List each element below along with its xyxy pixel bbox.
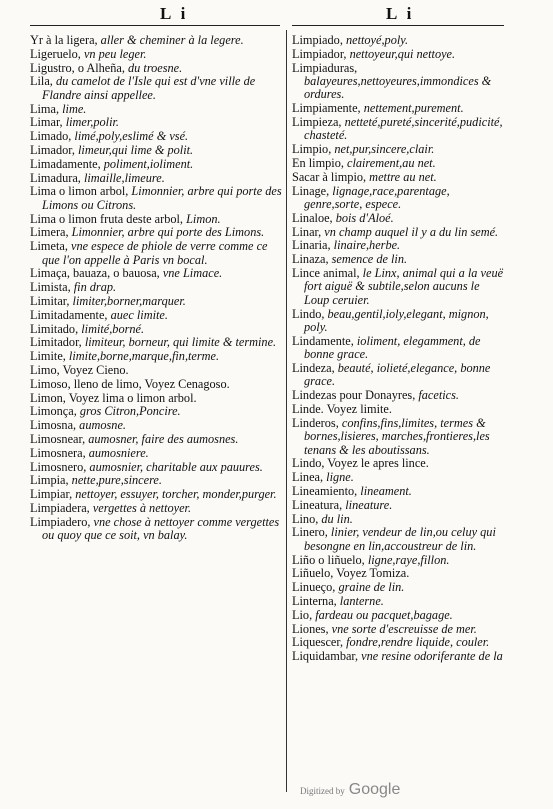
entry-translation: limite,borne,marque,fin,terme. bbox=[65, 349, 220, 364]
dictionary-entry bbox=[292, 581, 504, 594]
dictionary-entry bbox=[30, 116, 282, 129]
entry-translation: limiter,borner,marquer. bbox=[69, 293, 186, 308]
entry-headword: Sacar à limpio, bbox=[292, 169, 367, 184]
dictionary-entry bbox=[292, 212, 504, 225]
entry-translation: mettre au net. bbox=[366, 169, 437, 184]
dictionary-entry bbox=[30, 419, 282, 432]
entry-translation: fin drap. bbox=[70, 280, 117, 295]
dictionary-entry bbox=[30, 130, 282, 143]
dictionary-entry bbox=[30, 62, 282, 75]
entry-headword: Liones, bbox=[292, 621, 329, 636]
dictionary-entry bbox=[292, 623, 504, 636]
entry-translation: linaire,herbe. bbox=[330, 238, 401, 253]
entry-translation: vne espece de phiole de verre comme ce que l'on appelle à Paris vn bocal. bbox=[42, 239, 268, 267]
entry-headword: Limosna, bbox=[30, 418, 77, 433]
entry-translation: beau,gentil,ioly,elegant, mignon, poly. bbox=[304, 306, 489, 334]
dictionary-entry bbox=[292, 650, 504, 663]
entry-headword: Linero, bbox=[292, 525, 328, 540]
entry-headword: Lineamiento, bbox=[292, 484, 358, 498]
digitized-footer bbox=[300, 781, 400, 799]
dictionary-entry bbox=[292, 62, 504, 102]
dictionary-entry bbox=[292, 239, 504, 252]
dictionary-entry bbox=[30, 474, 282, 487]
entry-headword: Liñuelo, Voyez Tomiza. bbox=[292, 566, 410, 581]
dictionary-entry bbox=[30, 267, 282, 280]
dictionary-entry bbox=[30, 461, 282, 474]
entry-translation: lineament. bbox=[357, 484, 412, 498]
entry-headword: Limpieza, bbox=[292, 115, 342, 129]
entry-headword: Linterna, bbox=[292, 593, 337, 608]
entry-headword: Limoso, lleno de limo, Voyez Cenagoso. bbox=[30, 376, 230, 391]
dictionary-entry bbox=[292, 499, 504, 512]
entry-translation: vne chose à nettoyer comme vergettes ou quoy que ce soit, vn balay. bbox=[42, 514, 280, 543]
entry-headword: Limpiar, bbox=[30, 487, 73, 502]
column-divider bbox=[286, 30, 287, 792]
entry-headword: Lio, bbox=[292, 607, 313, 622]
entry-headword: Limpiadero, bbox=[30, 514, 91, 529]
entry-translation: limiteur, borneur, qui limite & termine. bbox=[81, 335, 277, 350]
entry-headword: Lindezas pour Donayres, bbox=[292, 388, 416, 403]
entry-translation: auec limite. bbox=[107, 307, 168, 322]
entry-headword: Limite, bbox=[30, 349, 66, 364]
entry-headword: Limosnear, bbox=[30, 431, 86, 446]
dictionary-entry bbox=[292, 403, 504, 416]
entry-headword: Ligustro, o Alheña, bbox=[30, 60, 125, 75]
dictionary-entry bbox=[30, 447, 282, 460]
dictionary-entry bbox=[30, 488, 282, 501]
dictionary-entry bbox=[30, 295, 282, 308]
dictionary-entry bbox=[292, 335, 504, 362]
entry-translation: vne sorte d'escreuisse de mer. bbox=[328, 621, 477, 636]
entry-translation: nette,pure,sincere. bbox=[68, 473, 162, 488]
entry-translation: du camelot de l'Isle qui est d'vne ville de Flandre ainsi appellee. bbox=[42, 74, 256, 102]
entry-translation: ligne. bbox=[323, 470, 354, 485]
entry-translation: vn peu leger. bbox=[80, 46, 147, 61]
entry-translation: aumosne. bbox=[76, 418, 126, 433]
dictionary-entry bbox=[30, 281, 282, 294]
right-running-head: L i bbox=[386, 4, 415, 23]
dictionary-entry bbox=[30, 158, 282, 171]
dictionary-entry bbox=[30, 213, 282, 226]
dictionary-entry bbox=[30, 309, 282, 322]
entry-headword: Lineatura, bbox=[292, 497, 343, 512]
left-column bbox=[30, 34, 282, 543]
entry-translation: ioliment, elegamment, de bonne grace. bbox=[304, 333, 481, 362]
entry-headword: Linaloe, bbox=[292, 210, 333, 225]
entry-translation: nettoyeur,qui nettoye. bbox=[346, 46, 456, 61]
dictionary-entry bbox=[30, 144, 282, 157]
entry-translation: le Linx, animal qui a la veuë fort aiguë & subtile,selon aucuns le Loup ceruier. bbox=[304, 265, 504, 307]
digitized-text: Digitized by bbox=[300, 786, 345, 796]
entry-headword: Limosnero, bbox=[30, 459, 87, 474]
entry-translation: fondre,rendre liquide, couler. bbox=[343, 635, 490, 650]
entry-headword: Limadura, bbox=[30, 170, 81, 185]
entry-translation: lignage,race,parentage, genre,sorte, espece. bbox=[304, 183, 450, 211]
entry-headword: Lindamente, bbox=[292, 333, 354, 348]
entry-translation: semence de lin. bbox=[328, 252, 408, 267]
entry-translation: aumosnier, charitable aux pauures. bbox=[86, 459, 263, 474]
entry-headword: Linueço, bbox=[292, 580, 336, 595]
entry-translation: linier, vendeur de lin,ou celuy qui besongne en lin,accoustreur de lin. bbox=[304, 525, 496, 553]
entry-headword: Limaça, bauaza, o bauosa, bbox=[30, 266, 160, 281]
entry-headword: Limpiado, bbox=[292, 33, 343, 47]
dictionary-entry bbox=[292, 185, 504, 212]
dictionary-entry bbox=[30, 502, 282, 515]
dictionary-entry bbox=[292, 595, 504, 608]
entry-headword: Limpiadera, bbox=[30, 500, 90, 515]
entry-translation: beauté, iolieté,elegance, bonne grace. bbox=[304, 361, 491, 389]
dictionary-entry bbox=[292, 485, 504, 498]
entry-headword: Lino, bbox=[292, 511, 319, 526]
entry-translation: vn champ auquel il y a du lin semé. bbox=[321, 224, 499, 239]
dictionary-entry bbox=[292, 308, 504, 335]
dictionary-entry bbox=[292, 226, 504, 239]
entry-translation: limé,poly,eslimé & vsé. bbox=[71, 129, 189, 144]
entry-headword: Liño o liñuelo, bbox=[292, 552, 365, 567]
dictionary-entry bbox=[292, 34, 504, 47]
entry-translation: limaille,limeure. bbox=[80, 170, 165, 185]
entry-translation: balayeures,nettoyeures,immondices & ordures. bbox=[304, 74, 492, 102]
entry-headword: Limpiamente, bbox=[292, 101, 361, 116]
entry-headword: Limo, Voyez Cieno. bbox=[30, 362, 129, 377]
dictionary-entry bbox=[30, 185, 282, 212]
entry-headword: Linde. Voyez limite. bbox=[292, 402, 392, 416]
entry-translation: graine de lin. bbox=[335, 580, 405, 595]
dictionary-entry bbox=[292, 157, 504, 170]
entry-headword: Linea, bbox=[292, 470, 324, 485]
entry-translation: facetics. bbox=[415, 388, 459, 403]
dictionary-entry bbox=[30, 34, 282, 47]
left-running-head: L i bbox=[160, 4, 189, 23]
entry-headword: Limitador, bbox=[30, 335, 82, 350]
dictionary-entry bbox=[30, 75, 282, 102]
dictionary-entry bbox=[292, 457, 504, 470]
entry-headword: Linar, bbox=[292, 224, 322, 239]
dictionary-entry bbox=[30, 240, 282, 267]
entry-headword: Limonça, bbox=[30, 404, 77, 419]
entry-translation: net,pur,sincere,clair. bbox=[331, 142, 435, 157]
entry-headword: Limista, bbox=[30, 280, 71, 295]
dictionary-entry bbox=[292, 267, 504, 307]
dictionary-entry bbox=[292, 636, 504, 649]
entry-translation: aumosner, faire des aumosnes. bbox=[85, 431, 239, 446]
dictionary-entry bbox=[30, 323, 282, 336]
dictionary-entry bbox=[292, 417, 504, 457]
dictionary-entry bbox=[292, 526, 504, 553]
entry-translation: aumosniere. bbox=[85, 445, 149, 460]
entry-headword: Limitadamente, bbox=[30, 307, 108, 322]
entry-translation: vergettes à nettoyer. bbox=[89, 500, 192, 515]
entry-translation: nettoyer, essuyer, torcher, monder,purger. bbox=[72, 487, 277, 502]
entry-translation: aller & cheminer à la legere. bbox=[97, 33, 244, 47]
dictionary-entry bbox=[292, 253, 504, 266]
entry-translation: limité,borné. bbox=[78, 321, 145, 336]
dictionary-entry bbox=[292, 389, 504, 402]
dictionary-entry bbox=[292, 48, 504, 61]
entry-translation: nettoyé,poly. bbox=[342, 33, 409, 47]
entry-translation: lineature. bbox=[342, 497, 393, 512]
entry-headword: Limadamente, bbox=[30, 156, 101, 171]
entry-headword: Limado, bbox=[30, 129, 72, 144]
entry-translation: ligne,raye,fillon. bbox=[364, 552, 450, 567]
dictionary-entry bbox=[30, 405, 282, 418]
dictionary-entry bbox=[30, 364, 282, 377]
entry-headword: Limitado, bbox=[30, 321, 79, 336]
entry-headword: Limpia, bbox=[30, 473, 69, 488]
entry-translation: clairement,au net. bbox=[343, 156, 436, 170]
dictionary-entry bbox=[30, 48, 282, 61]
entry-headword: Limeta, bbox=[30, 239, 68, 254]
entry-translation: vne Limace. bbox=[159, 266, 223, 281]
entry-headword: Limera, bbox=[30, 225, 69, 240]
entry-headword: Limpiaduras, bbox=[292, 60, 358, 75]
dictionary-entry bbox=[292, 554, 504, 567]
dictionary-entry bbox=[30, 516, 282, 543]
right-header-rule bbox=[292, 25, 504, 26]
entry-headword: Lima o limon arbol, bbox=[30, 184, 129, 199]
entry-headword: Lila, bbox=[30, 74, 53, 89]
entry-translation: Limonnier, arbre qui porte des Limons. bbox=[68, 225, 265, 240]
entry-headword: Linage, bbox=[292, 183, 330, 198]
entry-headword: Limosnera, bbox=[30, 445, 86, 460]
entry-headword: Lindo, bbox=[292, 306, 325, 321]
entry-translation: fardeau ou pacquet,bagage. bbox=[312, 607, 453, 622]
dictionary-entry bbox=[30, 378, 282, 391]
left-header-rule bbox=[30, 25, 280, 26]
entry-translation: lanterne. bbox=[336, 593, 384, 608]
entry-translation: limer,polir. bbox=[62, 115, 120, 130]
dictionary-entry bbox=[292, 116, 504, 143]
dictionary-entry bbox=[292, 471, 504, 484]
entry-translation: du troesne. bbox=[124, 60, 183, 75]
entry-headword: Limpiador, bbox=[292, 46, 347, 61]
entry-headword: Limpio, bbox=[292, 142, 332, 157]
entry-headword: Limador, bbox=[30, 142, 75, 157]
entry-translation: nettement,purement. bbox=[360, 101, 464, 116]
entry-translation: gros Citron,Poncire. bbox=[76, 404, 181, 419]
entry-headword: Yr à la ligera, bbox=[30, 33, 98, 47]
right-column bbox=[292, 34, 504, 664]
google-logo-text: Google bbox=[348, 781, 401, 798]
dictionary-entry bbox=[30, 392, 282, 405]
entry-translation: vne resine odoriferante de la bbox=[358, 649, 503, 664]
entry-translation: bois d'Aloé. bbox=[332, 210, 394, 225]
dictionary-entry bbox=[292, 362, 504, 389]
dictionary-entry bbox=[30, 172, 282, 185]
entry-translation: Limonnier, arbre qui porte des Limons ou Citrons. bbox=[42, 184, 282, 212]
entry-headword: Limitar, bbox=[30, 293, 70, 308]
entry-headword: Lima, bbox=[30, 101, 60, 116]
entry-translation: du lin. bbox=[318, 511, 353, 526]
entry-headword: Lindo, Voyez le apres lince. bbox=[292, 456, 429, 471]
dictionary-entry bbox=[30, 433, 282, 446]
dictionary-entry bbox=[292, 102, 504, 115]
entry-headword: En limpio, bbox=[292, 156, 344, 170]
entry-translation: Limon. bbox=[183, 211, 221, 226]
entry-headword: Limar, bbox=[30, 115, 63, 130]
entry-headword: Limon, Voyez lima o limon arbol. bbox=[30, 390, 197, 405]
dictionary-entry bbox=[292, 567, 504, 580]
entry-headword: Lince animal, bbox=[292, 265, 360, 280]
entry-headword: Lindeza, bbox=[292, 361, 335, 375]
dictionary-entry bbox=[292, 513, 504, 526]
dictionary-entry bbox=[30, 336, 282, 349]
entry-translation: netteté,pureté,sincerité,pudicité, chasteté. bbox=[304, 115, 503, 143]
dictionary-entry bbox=[30, 103, 282, 116]
entry-headword: Liquidambar, bbox=[292, 649, 359, 664]
dictionary-entry bbox=[292, 609, 504, 622]
entry-headword: Linaza, bbox=[292, 252, 329, 267]
entry-headword: Linaria, bbox=[292, 238, 331, 253]
dictionary-entry bbox=[292, 143, 504, 156]
dictionary-entry bbox=[30, 350, 282, 363]
dictionary-entry bbox=[30, 226, 282, 239]
dictionary-entry bbox=[292, 171, 504, 184]
entry-headword: Liquescer, bbox=[292, 635, 344, 650]
entry-headword: Lima o limon fruta deste arbol, bbox=[30, 211, 183, 226]
entry-translation: limeur,qui lime & polit. bbox=[74, 142, 194, 157]
entry-translation: confins,fins,limites, termes & bornes,lisieres, marches,frontieres,les tenans & les aboutissans. bbox=[304, 415, 490, 457]
entry-headword: Ligeruelo, bbox=[30, 46, 81, 61]
entry-translation: poliment,ioliment. bbox=[100, 156, 194, 171]
entry-translation: lime. bbox=[59, 101, 87, 116]
entry-headword: Linderos, bbox=[292, 415, 339, 430]
